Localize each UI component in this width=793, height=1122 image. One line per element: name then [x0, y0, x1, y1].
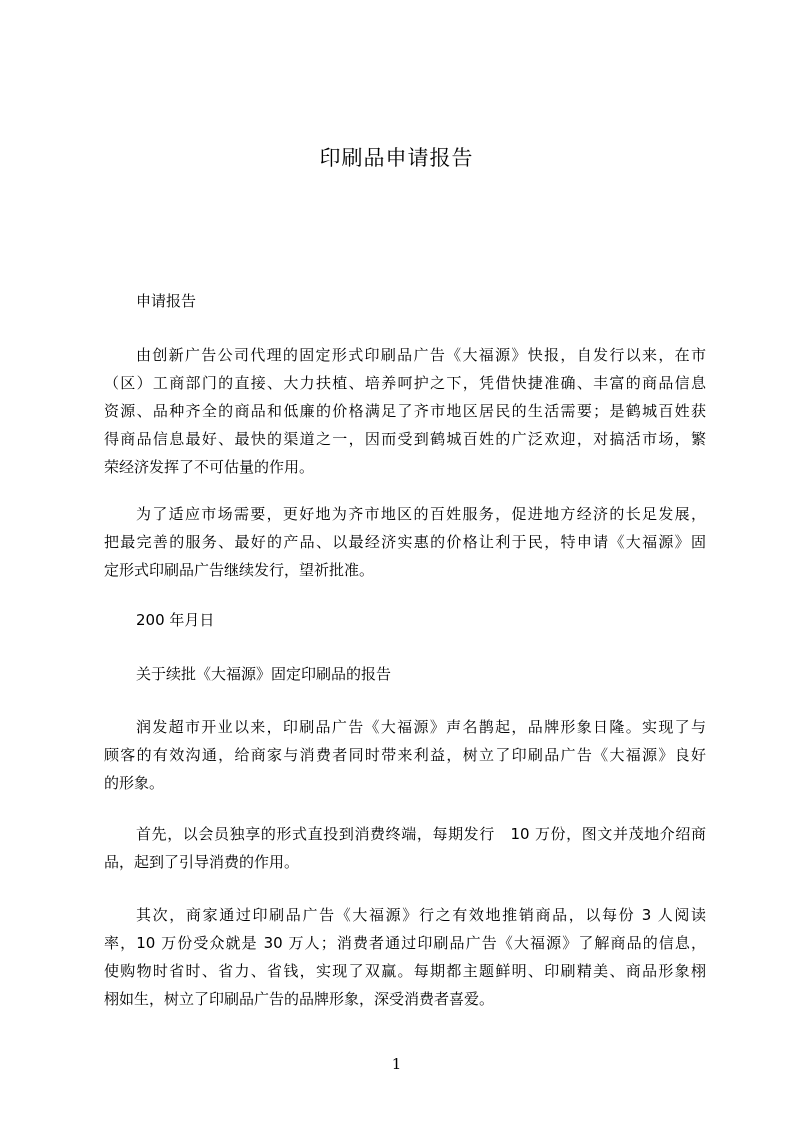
section-heading-application	[104, 287, 706, 315]
section-heading-renewal	[104, 660, 706, 688]
paragraph-line: 由创新广告公司代理的固定形式印刷品广告《大福源》快报，自发行以来，在市	[136, 346, 706, 364]
paragraph-line: 把最完善的服务、最好的产品、以最经济实惠的价格让利于民，特申请《大福源》固	[104, 533, 706, 551]
heading-text: 关于续批《大福源》固定印刷品的报告	[136, 665, 392, 683]
paragraph-line: 品，起到了引导消费的作用。	[104, 853, 300, 871]
paragraph-1	[104, 341, 706, 481]
paragraph-line: 首先，以会员独享的形式直投到消费终端，每期发行 10 万份，图文并茂地介绍商	[136, 825, 706, 843]
paragraph-line: 顾客的有效沟通，给商家与消费者同时带来利益，树立了印刷品广告《大福源》良好	[104, 746, 706, 764]
paragraph-line: 率，10 万份受众就是 30 万人；消费者通过印刷品广告《大福源》了解商品的信息，	[104, 934, 706, 952]
paragraph-4	[104, 820, 706, 876]
paragraph-line: 为了适应市场需要，更好地为齐市地区的百姓服务，促进地方经济的长足发展，	[136, 505, 706, 523]
date-line	[104, 606, 706, 634]
paragraph-2	[104, 500, 706, 584]
heading-text: 申请报告	[136, 292, 197, 310]
paragraph-line: 荣经济发挥了不可估量的作用。	[104, 458, 315, 476]
paragraph-line: 得商品信息最好、最快的渠道之一，因而受到鹤城百姓的广泛欢迎，对搞活市场，繁	[104, 430, 706, 448]
paragraph-line: （区）工商部门的直接、大力扶植、培养呵护之下，凭借快捷准确、丰富的商品信息	[104, 374, 706, 392]
paragraph-line: 资源、品种齐全的商品和低廉的价格满足了齐市地区居民的生活需要；是鹤城百姓获	[104, 402, 706, 420]
paragraph-line: 栩如生，树立了印刷品广告的品牌形象，深受消费者喜爱。	[104, 990, 495, 1008]
page-number: 1	[391, 1055, 402, 1073]
document-title: 印刷品申请报告	[319, 146, 474, 170]
paragraph-line: 使购物时省时、省力、省钱，实现了双赢。每期都主题鲜明、印刷精美、商品形象栩	[104, 962, 706, 980]
paragraph-line: 润发超市开业以来，印刷品广告《大福源》声名鹊起，品牌形象日隆。实现了与	[136, 718, 706, 736]
paragraph-line: 定形式印刷品广告继续发行，望祈批准。	[104, 561, 375, 579]
paragraph-line: 的形象。	[104, 774, 165, 792]
paragraph-5	[104, 901, 706, 1013]
paragraph-3	[104, 713, 706, 797]
date-text: 200 年月日	[136, 611, 215, 629]
paragraph-line: 其次，商家通过印刷品广告《大福源》行之有效地推销商品，以每份 3 人阅读	[136, 906, 706, 924]
